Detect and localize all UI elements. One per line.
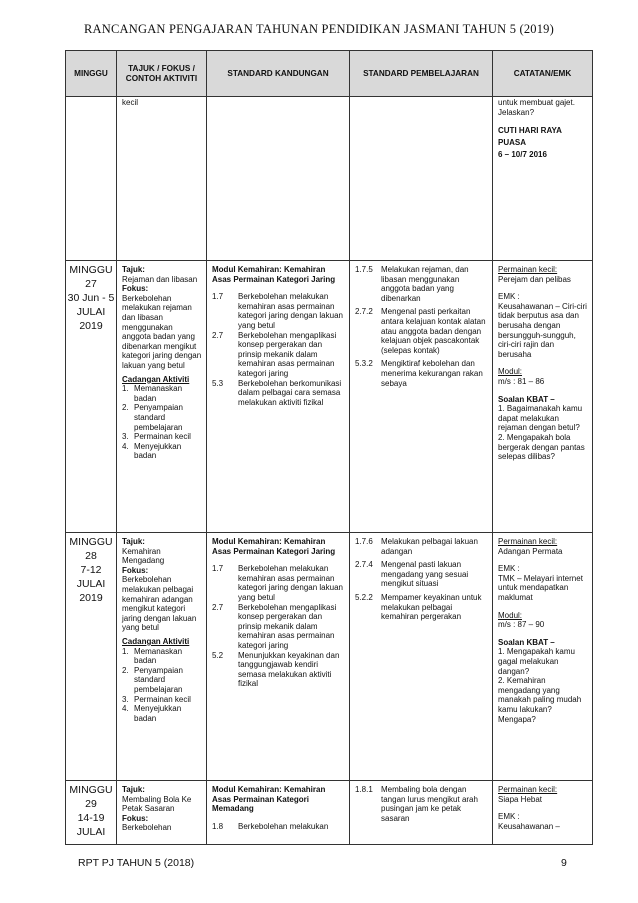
tajuk-cell: Tajuk: Kemahiran Mengadang Fokus: Berkebolehan melakukan pelbagai kemahiran adangan mengikut kategori jaring dengan lakuan yang betul Cadangan Aktiviti 1. Memanaskan badan 2. Penyampaian standard pembelajaran 3. Permainan kecil 4. Menyejukkan badan: [117, 533, 207, 781]
sk-cell: Modul Kemahiran: Kemahiran Asas Permainan Kategori Jaring 1.7 Berkebolehan melakukan kemahiran asas permainan kategori jaring dengan lakuan yang betul 2.7 Berkebolehan mengaplikasi konsep pergerakan dan prinsip mekanik dalam kemahiran asas permainan kategori jaring 5.3 Berkebolehan berkomunikasi dalam pelbagai cara semasa melakukan aktiviti fizikal: [207, 261, 350, 533]
header-tajuk: TAJUK / FOKUS / CONTOH AKTIVITI: [117, 51, 207, 97]
catatan-cell: Permainan kecil: Perejam dan pelibas EMK : Keusahawanan – Ciri-ciri tidak berputus asa dan berusaha dengan bersungguh-sungguh, ciri-ciri rajin dan berusaha Modul: m/s : 81 – 86 Soalan KBAT – 1. Bagaimanakah kamu dapat melakukan rejaman dengan betul? 2. Mengapakah bola bergerak dengan pantas selepas dilibas?: [493, 261, 593, 533]
week-cell: MINGGU 27 30 Jun - 5 JULAI 2019: [66, 261, 117, 533]
table-header-row: [66, 51, 593, 97]
catatan-cell: Permainan kecil: Siapa Hebat EMK : Keusahawanan –: [493, 781, 593, 845]
page-number: 9: [561, 857, 567, 869]
sk-cell: Modul Kemahiran: Kemahiran Asas Permainan Kategori Jaring 1.7 Berkebolehan melakukan kemahiran asas permainan kategori jaring dengan lakuan yang betul 2.7 Berkebolehan mengaplikasi konsep pergerakan dan prinsip mekanik dalam kemahiran asas permainan kategori jaring 5.2 Menunjukkan keyakinan dan tanggungjawab kendiri semasa melakukan aktiviti fizikal: [207, 533, 350, 781]
lesson-plan-table: [65, 50, 593, 845]
sp-cell: [350, 97, 493, 261]
week-cell: MINGGU 29 14-19 JULAI: [66, 781, 117, 845]
week-cell: [66, 97, 117, 261]
tajuk-cell: kecil: [117, 97, 207, 261]
tajuk-cell: Tajuk: Rejaman dan libasan Fokus: Berkebolehan melakukan rejaman dan libasan menggunakan anggota badan yang dibenarkan mengikut kategori jaring dengan lakuan yang betul Cadangan Aktiviti 1. Memanaskan badan 2. Penyampaian standard pembelajaran 3. Permainan kecil 4. Menyejukkan badan: [117, 261, 207, 533]
header-minggu: MINGGU: [66, 51, 117, 97]
sk-cell: Modul Kemahiran: Kemahiran Asas Permainan Kategori Memadang 1.8 Berkebolehan melakukan: [207, 781, 350, 845]
tajuk-cell: Tajuk: Membaling Bola Ke Petak Sasaran Fokus: Berkebolehan: [117, 781, 207, 845]
sp-cell: 1.8.1 Membaling bola dengan tangan lurus mengikut arah pusingan jam ke petak sasaran: [350, 781, 493, 845]
document-title: RANCANGAN PENGAJARAN TAHUNAN PENDIDIKAN JASMANI TAHUN 5 (2019): [83, 22, 554, 36]
table-row: [66, 781, 593, 845]
header-standard-pembelajaran: STANDARD PEMBELAJARAN: [350, 51, 493, 97]
week-cell: MINGGU 28 7-12 JULAI 2019: [66, 533, 117, 781]
table-row: [66, 97, 593, 261]
table-row: [66, 261, 593, 533]
header-catatan: CATATAN/EMK: [493, 51, 593, 97]
table-row: [66, 533, 593, 781]
sp-cell: 1.7.5 Melakukan rejaman, dan libasan menggunakan anggota badan yang dibenarkan 2.7.2 Mengenal pasti perkaitan antara kelajuan kontak alatan atau anggota badan dengan kelajuan objek pascakontak (selepas kontak) 5.3.2 Mengiktiraf kebolehan dan menerima kekurangan rakan sebaya: [350, 261, 493, 533]
footer-label: RPT PJ TAHUN 5 (2018): [78, 857, 195, 869]
header-standard-kandungan: STANDARD KANDUNGAN: [207, 51, 350, 97]
catatan-cell: untuk membuat gajet. Jelaskan? CUTI HARI RAYA PUASA 6 – 10/7 2016: [493, 97, 593, 261]
catatan-cell: Permainan kecil: Adangan Permata EMK : TMK – Melayari internet untuk mendapatkan maklumat Modul: m/s : 87 – 90 Soalan KBAT – 1. Mengapakah kamu gagal melakukan dangan? 2. Kemahiran mengadang yang manakah paling mudah kamu lakukan? Mengapa?: [493, 533, 593, 781]
sp-cell: 1.7.6 Melakukan pelbagai lakuan adangan 2.7.4 Mengenal pasti lakuan mengadang yang sesuai mengikut situasi 5.2.2 Mempamer keyakinan untuk melakukan pelbagai kemahiran pergerakan: [350, 533, 493, 781]
sk-cell: [207, 97, 350, 261]
